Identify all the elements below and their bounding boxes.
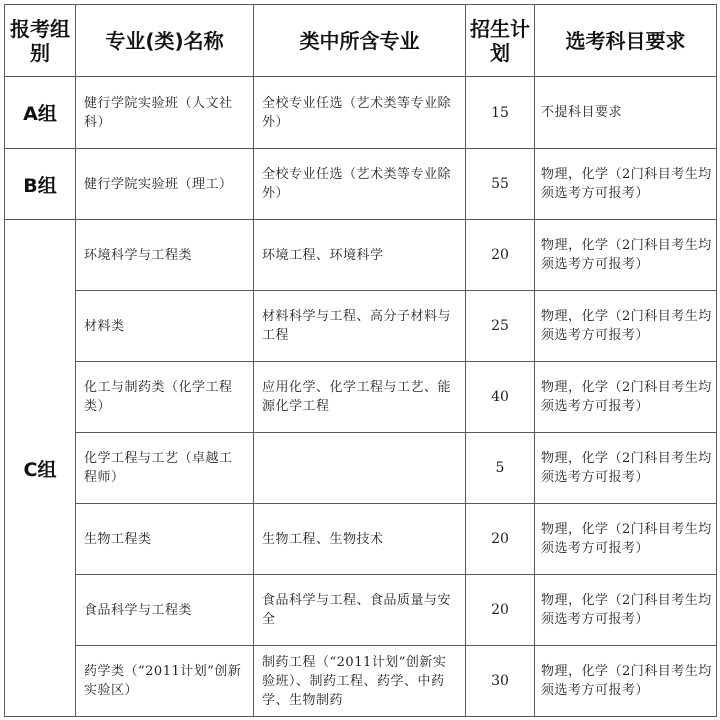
group-label-c: C组 [5, 220, 76, 717]
subject-requirement: 物理，化学（2门科目考生均须选考方可报考） [535, 362, 717, 433]
major-name: 食品科学与工程类 [76, 575, 254, 646]
table-row [5, 362, 717, 433]
table-row [5, 504, 717, 575]
included-majors: 全校专业任选（艺术类等专业除外） [254, 149, 466, 220]
subject-requirement: 物理，化学（2门科目考生均须选考方可报考） [535, 504, 717, 575]
quota-value: 15 [466, 77, 535, 149]
quota-value: 40 [466, 362, 535, 433]
included-majors: 制药工程（“2011计划”创新实验班）、制药工程、药学、中药学、生物制药 [254, 646, 466, 717]
group-label-b: B组 [5, 149, 76, 220]
quota-value: 20 [466, 504, 535, 575]
subject-requirement: 物理，化学（2门科目考生均须选考方可报考） [535, 575, 717, 646]
included-majors: 食品科学与工程、食品质量与安全 [254, 575, 466, 646]
included-majors: 环境工程、环境科学 [254, 220, 466, 291]
header-included-majors: 类中所含专业 [254, 5, 466, 77]
major-name: 材料类 [76, 291, 254, 362]
quota-value: 55 [466, 149, 535, 220]
major-name: 健行学院实验班（人文社科） [76, 77, 254, 149]
table-row [5, 220, 717, 291]
quota-value: 20 [466, 220, 535, 291]
table-row [5, 433, 717, 504]
subject-requirement: 不提科目要求 [535, 77, 717, 149]
group-label-a: A组 [5, 77, 76, 149]
major-name: 生物工程类 [76, 504, 254, 575]
header-major: 专业(类)名称 [76, 5, 254, 77]
admissions-table [4, 4, 717, 717]
major-name: 环境科学与工程类 [76, 220, 254, 291]
table-row [5, 149, 717, 220]
table-row [5, 291, 717, 362]
table-row [5, 646, 717, 717]
header-quota: 招生计划 [466, 5, 535, 77]
major-name: 化学工程与工艺（卓越工程师） [76, 433, 254, 504]
quota-value: 25 [466, 291, 535, 362]
header-subject-requirement: 选考科目要求 [535, 5, 717, 77]
subject-requirement: 物理，化学（2门科目考生均须选考方可报考） [535, 646, 717, 717]
header-group: 报考组别 [5, 5, 76, 77]
included-majors: 材料科学与工程、高分子材料与工程 [254, 291, 466, 362]
major-name: 健行学院实验班（理工） [76, 149, 254, 220]
header-row [5, 5, 717, 77]
subject-requirement: 物理，化学（2门科目考生均须选考方可报考） [535, 433, 717, 504]
quota-value: 30 [466, 646, 535, 717]
quota-value: 5 [466, 433, 535, 504]
quota-value: 20 [466, 575, 535, 646]
major-name: 化工与制药类（化学工程类） [76, 362, 254, 433]
included-majors: 应用化学、化学工程与工艺、能源化学工程 [254, 362, 466, 433]
table-row [5, 575, 717, 646]
included-majors [254, 433, 466, 504]
subject-requirement: 物理，化学（2门科目考生均须选考方可报考） [535, 220, 717, 291]
table-row [5, 77, 717, 149]
subject-requirement: 物理，化学（2门科目考生均须选考方可报考） [535, 291, 717, 362]
included-majors: 生物工程、生物技术 [254, 504, 466, 575]
major-name: 药学类（“2011计划”创新实验区） [76, 646, 254, 717]
included-majors: 全校专业任选（艺术类等专业除外） [254, 77, 466, 149]
subject-requirement: 物理，化学（2门科目考生均须选考方可报考） [535, 149, 717, 220]
